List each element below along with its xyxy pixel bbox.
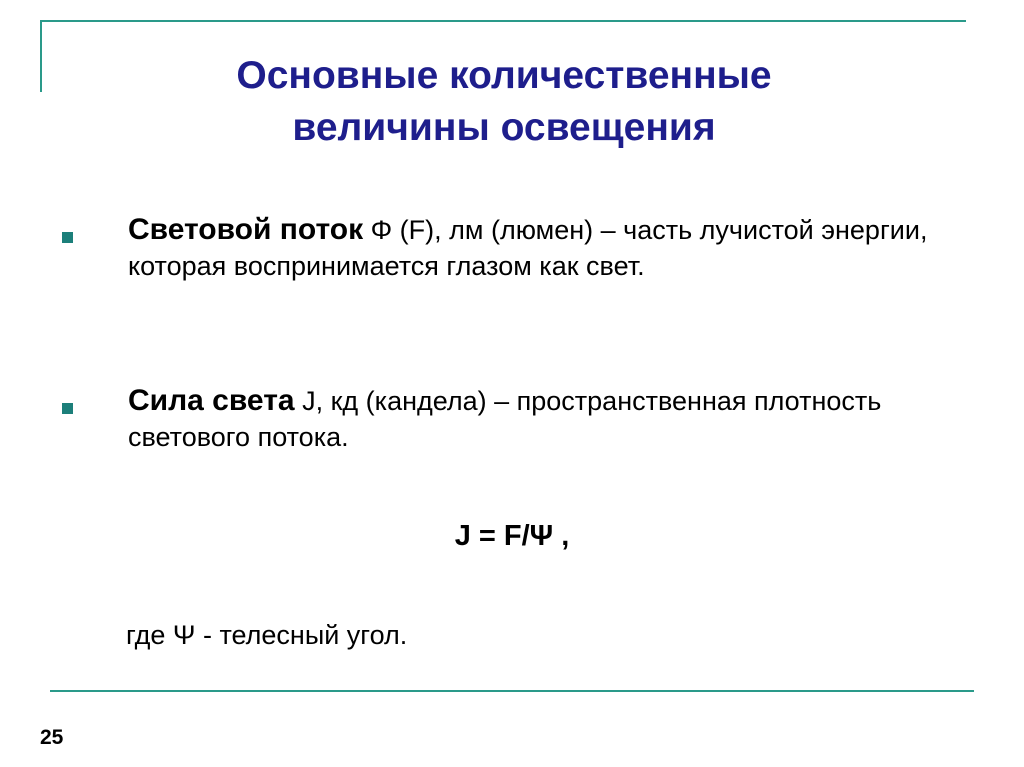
bullet-term-1: Световой поток [128, 213, 364, 246]
bottom-rule [50, 690, 974, 692]
top-rule [40, 20, 966, 22]
bullet-item-2 [128, 383, 968, 455]
bullet-description-1: Φ (F), лм (люмен) – часть лучистой энергии, которая воспринимается глазом как свет. [128, 215, 928, 281]
page-number: 25 [40, 726, 64, 749]
bullet-marker-2 [62, 403, 73, 414]
bullet-term-2: Сила света [128, 384, 295, 417]
formula-note: где Ψ - телесный угол. [126, 620, 408, 650]
title-line-2: величины освещения [292, 106, 716, 149]
title-line-1: Основные количественные [236, 54, 772, 97]
bullet-item-1 [128, 212, 968, 284]
formula: J = F/Ψ , [454, 520, 570, 552]
bullet-description-2: J, кд (кандела) – пространственная плотность светового потока. [128, 386, 882, 452]
slide-title [42, 50, 966, 154]
bullet-marker-1 [62, 232, 73, 243]
